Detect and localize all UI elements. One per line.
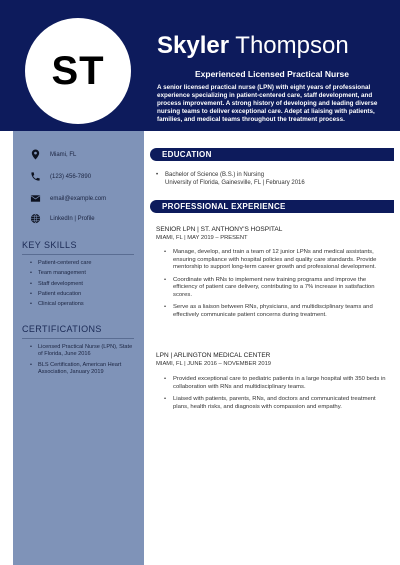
- job-bullets: [164, 249, 392, 324]
- job-bullet: • Coordinate with RNs to implement new training programs and improve the efficiency of patient care delivery, contributing to a 7% increase in satisfaction scores.: [164, 277, 392, 300]
- avatar: [25, 18, 131, 124]
- education-degree: • Bachelor of Science (B.S.) in Nursing: [165, 172, 265, 178]
- job-title: LPN | ARLINGTON MEDICAL CENTER: [156, 352, 271, 359]
- email-text[interactable]: email@example.com: [50, 195, 107, 202]
- certifications-divider: [22, 338, 134, 339]
- education-list: [156, 172, 392, 188]
- candidate-name: [157, 32, 397, 60]
- job-title: SENIOR LPN | ST. ANTHONY'S HOSPITAL: [156, 226, 283, 233]
- education-item: [156, 172, 392, 188]
- envelope-icon: [30, 193, 41, 204]
- phone-text: (123) 456-7890: [50, 173, 92, 180]
- linkedin-link[interactable]: LinkedIn | Profile: [50, 215, 95, 222]
- globe-icon: [30, 213, 41, 224]
- phone-icon: [30, 171, 41, 182]
- last-name: Thompson: [235, 32, 349, 59]
- certification-item: • BLS Certification, American Heart Association, January 2019: [30, 362, 134, 376]
- contact-email: [30, 193, 140, 204]
- education-section-header: [150, 148, 394, 161]
- first-name: Skyler: [157, 32, 230, 59]
- skills-heading: KEY SKILLS: [22, 240, 77, 250]
- contact-linkedin: [30, 213, 140, 224]
- headline: Experienced Licensed Practical Nurse: [194, 69, 350, 79]
- contact-location: [30, 149, 140, 160]
- location-text: Miami, FL: [50, 151, 77, 158]
- job-meta: MIAMI, FL | MAY 2019 – PRESENT: [156, 235, 248, 241]
- skill-item: • Patient education: [30, 291, 134, 298]
- summary: A senior licensed practical nurse (LPN) with eight years of professional experience specializing in patient-centered care, staff development, and process improvement. A strong history of developing and leading diverse nursing teams to deliver exceptional care. Adept at liaising with patients, families, and medical teams throughout the treatment process.: [157, 84, 378, 123]
- job-bullets: [164, 376, 392, 416]
- certification-item: • Licensed Practical Nurse (LPN), State of Florida, June 2016: [30, 344, 134, 358]
- job-bullet: • Provided exceptional care to pediatric patients in a large hospital with 350 beds in collaboration with RNs and multidisciplinary teams.: [164, 376, 392, 391]
- avatar-initials: ST: [51, 48, 105, 93]
- job-bullet: • Serve as a liaison between RNs, physicians, and multidisciplinary teams and effectively communicate patient concerns during treatment.: [164, 304, 392, 319]
- skills-list: [30, 260, 134, 312]
- skill-item: • Patient-centered care: [30, 260, 134, 267]
- job-bullet: • Liaised with patients, parents, RNs, and doctors and communicated treatment plans, health risks, and diagnosis with compassion and empathy.: [164, 396, 392, 411]
- experience-section-header: [150, 200, 394, 213]
- education-school: University of Florida, Gainesville, FL | February 2016: [165, 179, 305, 186]
- certifications-list: [30, 344, 134, 379]
- contact-phone: [30, 171, 140, 182]
- location-pin-icon: [30, 149, 41, 160]
- skill-item: • Team management: [30, 270, 134, 277]
- skill-item: • Staff development: [30, 281, 134, 288]
- certifications-heading: CERTIFICATIONS: [22, 324, 102, 334]
- skill-item: • Clinical operations: [30, 301, 134, 308]
- job-meta: MIAMI, FL | JUNE 2016 – NOVEMBER 2019: [156, 361, 272, 367]
- education-heading: EDUCATION: [162, 150, 212, 159]
- skills-divider: [22, 254, 134, 255]
- experience-heading: PROFESSIONAL EXPERIENCE: [162, 202, 286, 211]
- job-bullet: • Manage, develop, and train a team of 12 junior LPNs and medical assistants, ensuring compliance with hospital policies and quality care standards. Provide mentorship to support long-term career growth and professional development.: [164, 249, 392, 272]
